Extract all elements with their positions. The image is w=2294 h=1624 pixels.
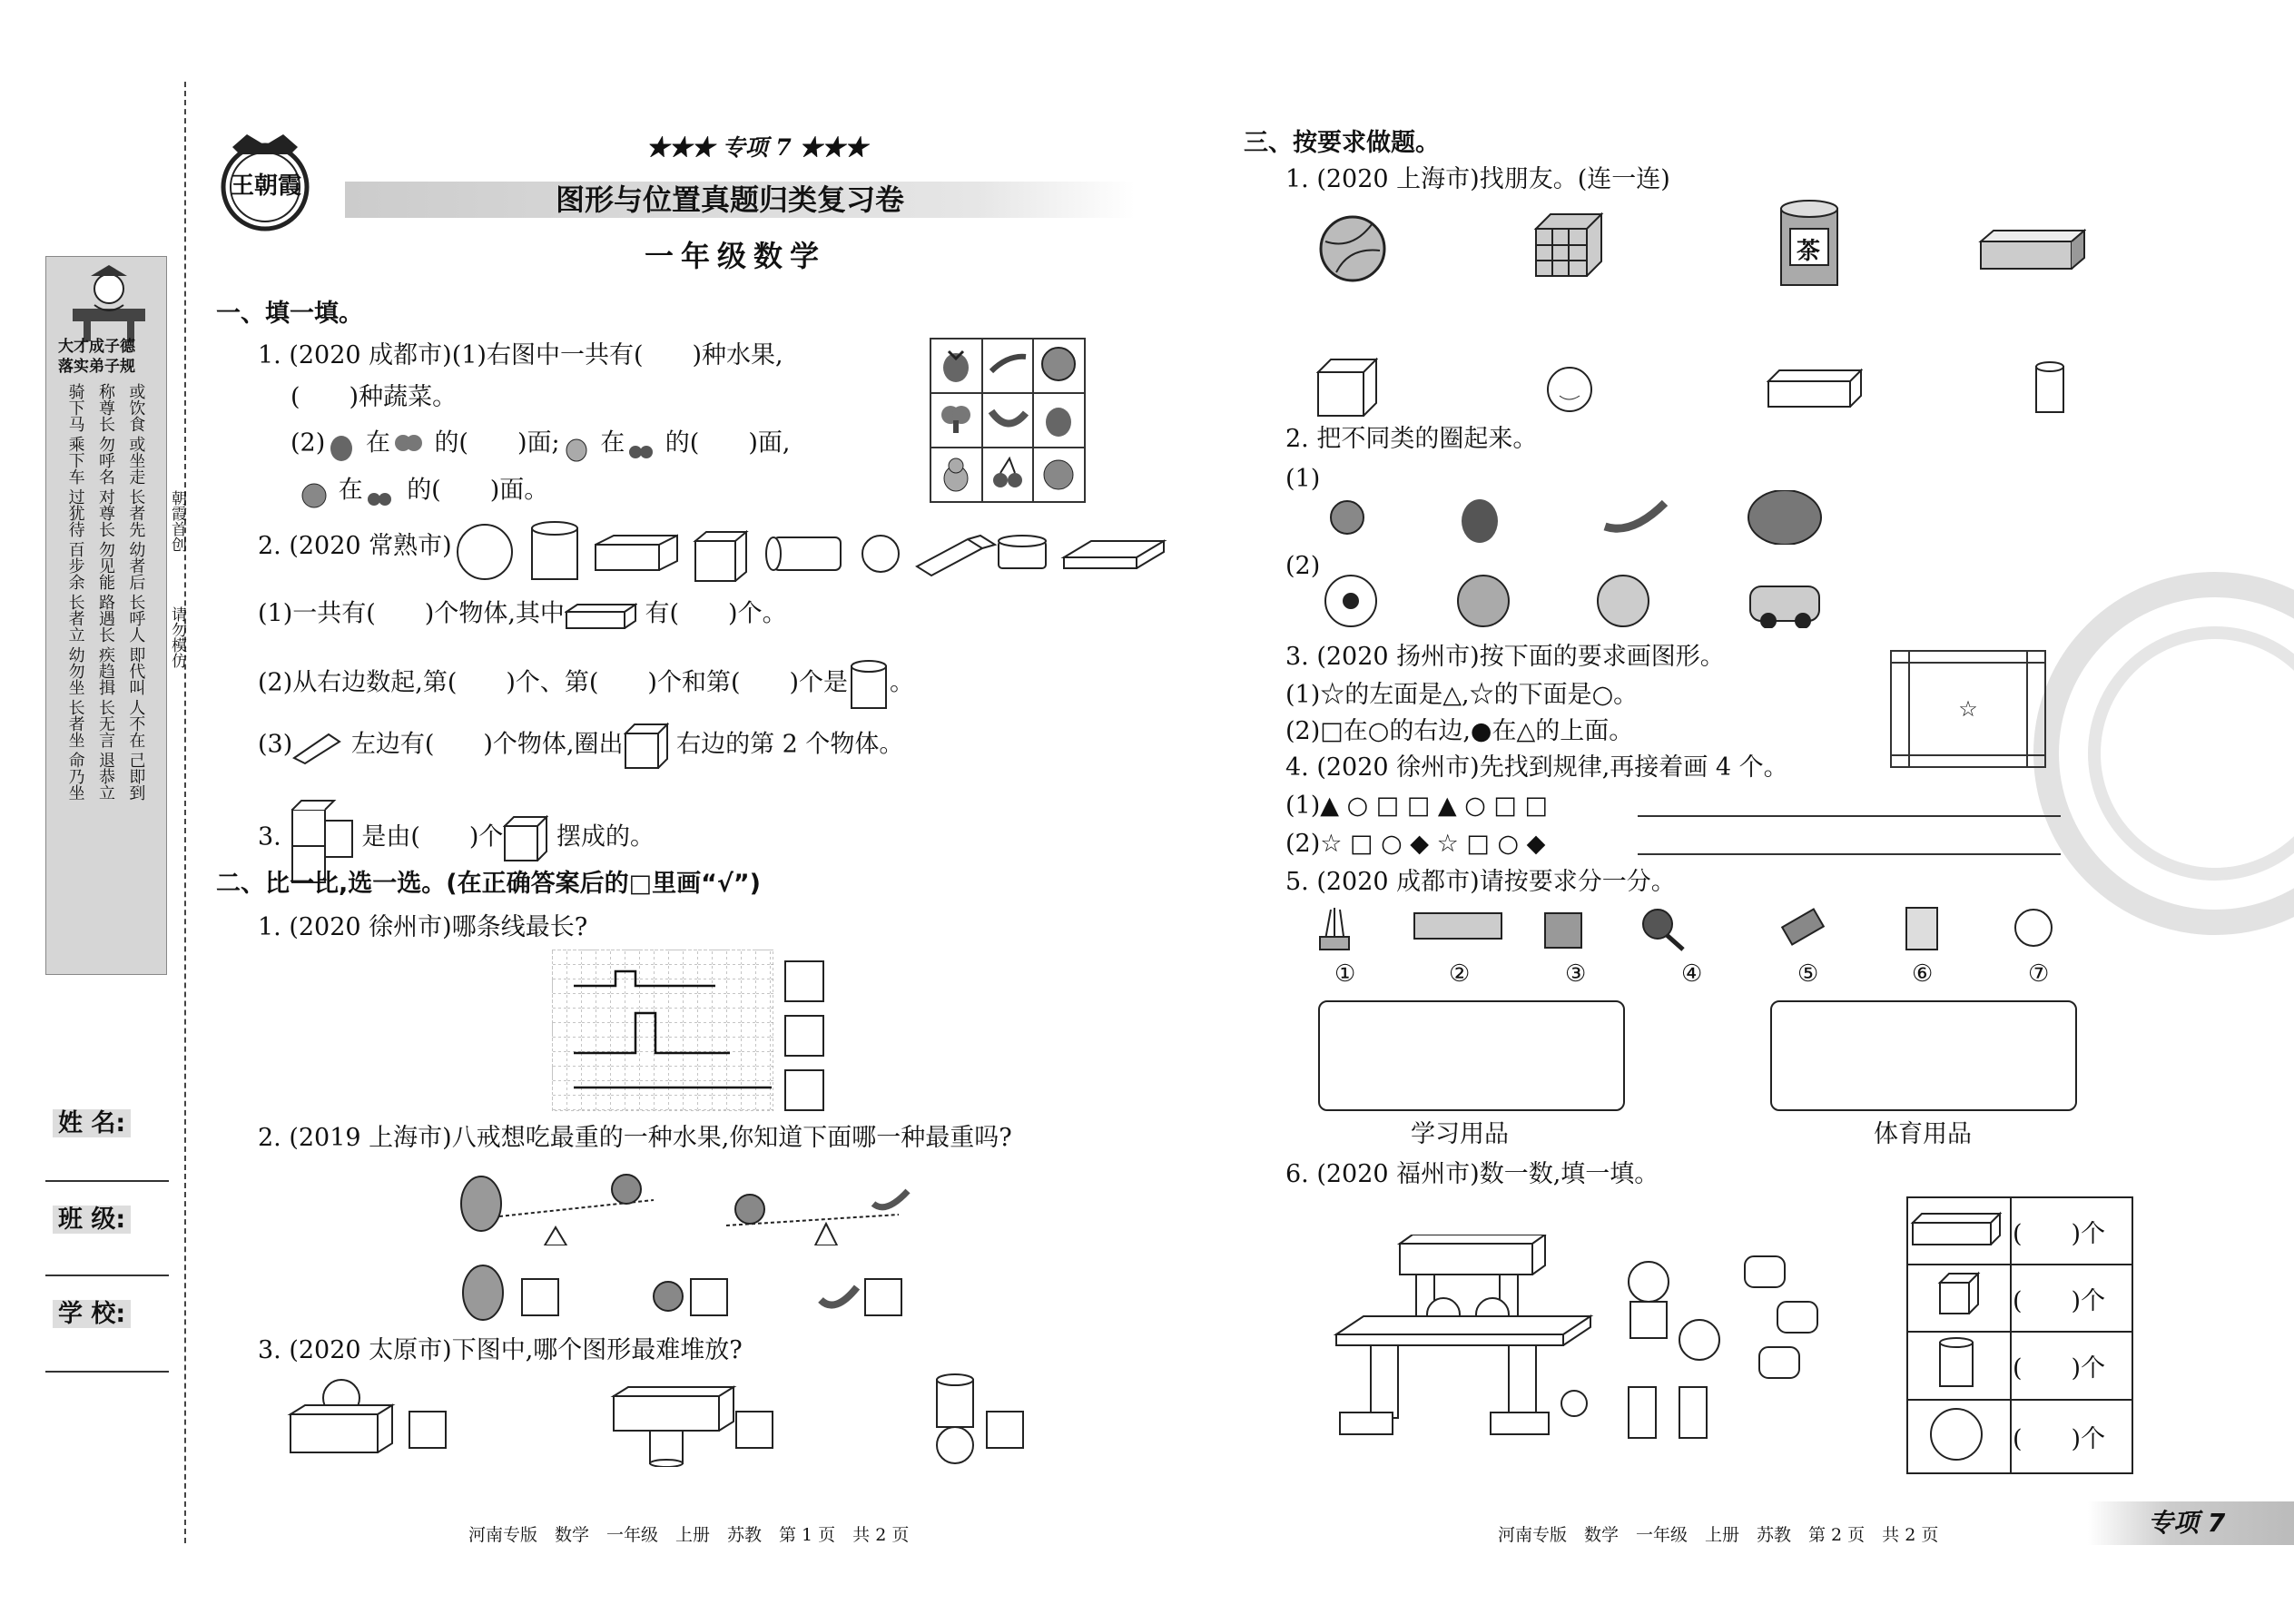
block-building-figure (1331, 1235, 1839, 1443)
s3-q4-1: (1)▲ ○ □ □ ▲ ○ □ □ (1285, 792, 1549, 820)
fruit-grid (930, 338, 1086, 503)
motto-verse: 对尊长 (95, 488, 115, 537)
s1-q1-line1: 1. (2020 成都市)(1)右图中一共有( )种水果, (258, 341, 783, 369)
s2-q1: 1. (2020 徐州市)哪条线最长? (258, 913, 588, 941)
item-number-3: ③ (1565, 960, 1587, 988)
banana-icon (982, 393, 1034, 448)
strawberry-icon (930, 339, 982, 393)
answer-box-pineapple[interactable] (521, 1278, 559, 1316)
motto-verse: 幼勿坐 (65, 646, 85, 695)
banana-icon (817, 1278, 861, 1314)
s1-q3 (258, 797, 655, 879)
grid-cell[interactable] (1909, 755, 2026, 767)
pear-icon (930, 448, 982, 502)
count-cube[interactable]: ( )个 (2011, 1265, 2132, 1332)
solids-row (454, 517, 1171, 586)
s1-q1-p3 (298, 477, 548, 505)
motto-verse: 己即到 (126, 752, 146, 801)
item-number-5: ⑤ (1797, 960, 1819, 988)
slanted-cuboid-icon (917, 536, 995, 576)
section2-heading: 二、比一比,选一选。(在正确答案后的□里画“√”) (216, 870, 761, 898)
section3-heading: 三、按要求做题。 (1244, 129, 1440, 157)
grid-cell[interactable] (1891, 755, 1909, 767)
motto-verse: 乘下车 (65, 436, 85, 485)
motto-verse: 过犹待 (65, 488, 85, 537)
answer-box-line-a[interactable] (784, 960, 824, 1002)
s1-q2-label: 2. (2020 常熟市) (258, 532, 452, 560)
s1-q1-p3b: 在 (338, 476, 363, 505)
line-grid (552, 950, 773, 1111)
apple-icon (1033, 448, 1085, 502)
sphere-outline-icon (1545, 365, 1594, 414)
grid-cell[interactable] (2027, 651, 2045, 663)
name-label: 姓 名: (53, 1109, 131, 1137)
cuboid-on-cylinder-icon (610, 1383, 737, 1467)
s1-q1-p2b: 在 (365, 428, 390, 458)
series-text: 专项 7 (722, 134, 792, 161)
motto-verse: 疾趋揖 (95, 646, 115, 695)
cuboid-icon (596, 536, 677, 570)
s1-q2-2-text: (2)从右边数起,第( )个、第( )个和第( )个是 (258, 668, 849, 697)
rubik-cube-icon (1532, 211, 1605, 278)
s3-q2-2: (2) (1285, 552, 1321, 580)
motto-verses (60, 381, 151, 962)
s1-q2-1a: (1)一共有( )个物体,其中 (258, 599, 565, 628)
grid-cell[interactable] (1891, 663, 1909, 755)
cylinder-outline-icon (2033, 359, 2066, 416)
sports-supplies-label: 体育用品 (1874, 1120, 1972, 1148)
sphere-cell (1907, 1400, 2011, 1473)
cylinder-lying-icon (773, 537, 841, 570)
cherry-icon (625, 430, 657, 458)
motto-verse: 长者坐 (65, 699, 85, 748)
s1-q1-p2a: (2) (290, 428, 326, 458)
s1-q2-3a: (3) (258, 730, 293, 759)
study-supplies-box[interactable] (1318, 1000, 1625, 1111)
s1-q1-p2d: 在 (600, 428, 625, 458)
study-supplies-label: 学习用品 (1411, 1120, 1509, 1148)
motto-verse: 百步余 (65, 541, 85, 590)
s1-q2-3b: 左边有( )个物体,圈出 (350, 730, 624, 759)
series-label: ★★★ 专项 7 ★★★ (646, 134, 868, 161)
motto-verse: 骑下马 (65, 383, 85, 432)
section1-heading: 一、填一填。 (216, 300, 363, 328)
page-title: 图形与位置真题归类复习卷 (556, 182, 905, 217)
answer-box-apple[interactable] (690, 1278, 728, 1316)
eraser-icon (1782, 909, 1824, 944)
volleyball-icon (1598, 576, 1649, 626)
s1-q3b: 是由( )个 (361, 822, 504, 851)
school-label: 学 校: (53, 1300, 131, 1328)
cube-icon (503, 815, 548, 861)
s3-q2-1: (1) (1285, 465, 1321, 493)
star-grid (1890, 650, 2046, 768)
motto-bottom: 落实弟子规 (58, 358, 135, 376)
s3-q4: 4. (2020 徐州市)先找到规律,再接着画 4 个。 (1285, 753, 1788, 782)
count-cylinder[interactable]: ( )个 (2011, 1332, 2132, 1400)
s1-q1-p2 (290, 430, 790, 458)
sphere-on-cuboid-icon (287, 1373, 396, 1454)
cube-outline-icon (1316, 358, 1378, 418)
cylinder-on-sphere-icon (930, 1373, 980, 1467)
item-number-7: ⑦ (2028, 960, 2050, 988)
binding-dashed-line (184, 82, 186, 1543)
s1-q2-1 (258, 601, 787, 628)
motto-verse: 长者立 (65, 594, 85, 643)
cuboid-outline-icon (1767, 369, 1863, 408)
motto-verse: 即代叫 (126, 646, 146, 695)
ball-row (1324, 556, 1850, 628)
count-cuboid[interactable]: ( )个 (2011, 1197, 2132, 1265)
fruit-row (1324, 490, 2095, 545)
toothpaste-box-icon (1977, 227, 2086, 272)
motto-verse: 或饮食 (126, 383, 146, 432)
cuboid-icon (565, 601, 637, 628)
side-text-1: 朝霞首创 (168, 490, 186, 552)
pineapple-icon (461, 1176, 501, 1231)
strawberry-icon (325, 430, 358, 458)
s3-q4-2: (2)☆ □ ○ ◆ ☆ □ ○ ◆ (1285, 830, 1546, 858)
stacked-cubes-icon (289, 797, 361, 879)
footer-right: 河南专版 数学 一年级 上册 苏教 第 2 页 共 2 页 (1498, 1525, 1939, 1545)
motto-verse: 命乃坐 (65, 752, 85, 801)
s1-q1-p2c: 的( )面; (434, 428, 560, 458)
grid-cell[interactable] (2027, 755, 2045, 767)
apple-icon (648, 1275, 688, 1314)
motto-verse: 称尊长 (95, 383, 115, 432)
apple-icon (735, 1195, 764, 1224)
cabbage-icon (1033, 339, 1085, 393)
pear-icon (560, 430, 593, 458)
banana-icon (873, 1191, 908, 1207)
s1-q2-3 (258, 723, 903, 768)
count-table (1906, 1196, 2133, 1474)
star-cell: ☆ (1909, 663, 2026, 755)
motto-verse: 勿呼名 (95, 436, 115, 485)
broccoli-icon (930, 393, 982, 448)
apple-icon (612, 1175, 641, 1204)
footer-tag: 专项 7 (2148, 1508, 2226, 1538)
cube-icon (695, 532, 746, 581)
s1-q1-p2e: 的( )面, (665, 428, 791, 458)
book-icon (1545, 913, 1581, 948)
page-subtitle: 一年级数学 (645, 239, 827, 273)
s3-q6: 6. (2020 福州市)数一数,填一填。 (1285, 1160, 1659, 1188)
s3-q5: 5. (2020 成都市)请按要求分一分。 (1285, 868, 1676, 896)
count-sphere[interactable]: ( )个 (2011, 1400, 2132, 1473)
s1-q3c: 摆成的。 (556, 822, 655, 851)
s3-q3-1: (1)☆的左面是△,☆的下面是○。 (1285, 681, 1639, 709)
tea-label: 茶 (1797, 238, 1821, 265)
s1-q1-line2: ( )种蔬菜。 (290, 383, 458, 411)
q4-2-answer-line[interactable] (1638, 853, 2061, 855)
flat-cuboid-icon (1064, 541, 1164, 568)
motto-verse: 退恭立 (95, 752, 115, 801)
q4-1-answer-line[interactable] (1638, 815, 2061, 817)
side-text-2: 请勿模仿 (168, 606, 186, 668)
item-number-1: ① (1334, 960, 1356, 988)
grid-cell[interactable] (1909, 651, 2026, 663)
item-number-2: ② (1449, 960, 1471, 988)
slanted-cuboid-icon (292, 729, 343, 762)
jump-rope-icon (2015, 910, 2052, 946)
s3-q3-2: (2)□在○的右边,●在△的上面。 (1285, 717, 1634, 745)
motto-verse: 路遇长 (95, 594, 115, 643)
answer-box-banana[interactable] (864, 1278, 902, 1316)
motto-verse: 勿见能 (95, 541, 115, 590)
answer-box-line-b[interactable] (784, 1015, 824, 1057)
answer-box-line-c[interactable] (784, 1069, 824, 1111)
class-label: 班 级: (53, 1206, 131, 1234)
name-line[interactable] (45, 1180, 169, 1182)
strawberry-icon (1033, 393, 1085, 448)
footer-left: 河南专版 数学 一年级 上册 苏教 第 1 页 共 2 页 (468, 1525, 910, 1545)
motto-verse: 长者先 (126, 488, 146, 537)
s2-q3: 3. (2020 太原市)下图中,哪个图形最难堆放? (258, 1336, 743, 1364)
answer-box-shape-a[interactable] (409, 1411, 447, 1449)
answer-box-shape-b[interactable] (735, 1411, 773, 1449)
cuboid-cell (1907, 1197, 2011, 1265)
cylinder-cell (1907, 1332, 2011, 1400)
pepper-icon (982, 339, 1034, 393)
apple-icon (298, 477, 330, 505)
scholar-illustration (64, 261, 154, 345)
answer-box-shape-c[interactable] (986, 1411, 1024, 1449)
school-line[interactable] (45, 1371, 169, 1373)
sports-supplies-box[interactable] (1770, 1000, 2077, 1111)
grid-cell[interactable] (1891, 651, 1909, 663)
watermelon-icon (1748, 490, 1821, 545)
notebook-icon (1906, 908, 1937, 950)
pencil-case-icon (1414, 913, 1501, 939)
cherry-icon (982, 448, 1034, 502)
sphere-icon (458, 525, 512, 579)
pineapple-icon (459, 1253, 512, 1324)
eggplant-icon (1462, 499, 1498, 543)
grid-cell[interactable] (2027, 663, 2045, 755)
s2-q2: 2. (2019 上海市)八戒想吃最重的一种水果,你知道下面哪一种最重吗? (258, 1124, 1012, 1152)
motto-verse: 长无言 (95, 699, 115, 748)
item-number-4: ④ (1681, 960, 1703, 988)
logo-text: 王朝霞 (231, 172, 302, 200)
basketball-icon (1458, 576, 1509, 626)
s1-q2-2: (2)从右边数起,第( )个、第( )个和第( )个是 。 (258, 659, 914, 708)
cherry-icon (363, 477, 399, 505)
class-line[interactable] (45, 1275, 169, 1276)
items-row (1307, 904, 2088, 953)
broccoli-icon (390, 430, 427, 458)
motto-verse: 长呼人 (126, 594, 146, 643)
s1-q2-3c: 右边的第 2 个物体。 (676, 730, 904, 759)
s1-q3a: 3. (258, 822, 281, 851)
s3-q2: 2. 把不同类的圈起来。 (1285, 425, 1538, 453)
cube-icon (624, 723, 669, 768)
cylinder-icon (532, 528, 577, 579)
s3-q3: 3. (2020 扬州市)按下面的要求画图形。 (1285, 643, 1725, 671)
motto-verse: 幼者后 (126, 541, 146, 590)
motto-verse: 或坐走 (126, 436, 146, 485)
banana-icon (1605, 503, 1665, 528)
item-number-6: ⑥ (1912, 960, 1934, 988)
apple-icon (1331, 501, 1364, 534)
cylinder-icon (848, 659, 890, 708)
s3-q1: 1. (2020 上海市)找朋友。(连一连) (1285, 165, 1670, 193)
cube-cell (1907, 1265, 2011, 1332)
s1-q2-1b: 有( )个。 (645, 599, 787, 628)
motto-top: 大才成子德 (58, 338, 135, 356)
motto-verse: 人不在 (126, 699, 146, 748)
small-sphere-icon (862, 536, 899, 572)
s1-q1-p3c: 的( )面。 (407, 476, 549, 505)
balance-scales (454, 1164, 926, 1245)
volleyball-icon (1318, 214, 1387, 283)
